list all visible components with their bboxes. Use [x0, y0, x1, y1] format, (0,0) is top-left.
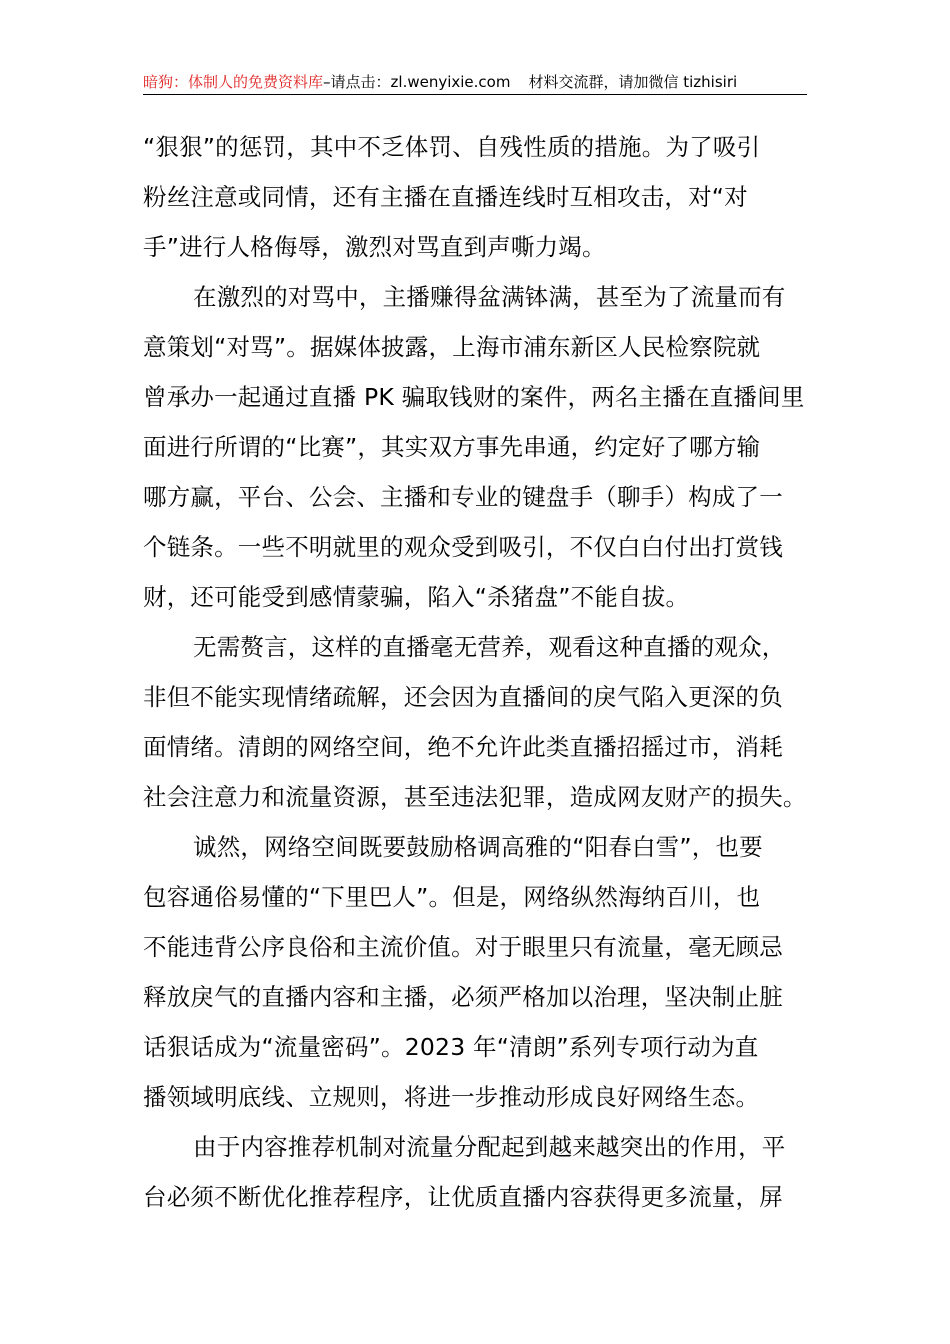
text-line: 社会注意力和流量资源，甚至违法犯罪，造成网友财产的损失。: [143, 783, 807, 811]
paragraph-start: 由于内容推荐机制对流量分配起到越来越突出的作用，平: [193, 1133, 786, 1161]
text-line: 不能违背公序良俗和主流价值。对于眼里只有流量，毫无顾忌: [143, 933, 783, 961]
header-brand: 暗狗：体制人的免费资料库: [143, 73, 324, 91]
text-line: 财，还可能受到感情蒙骗，陷入“杀猪盘”不能自拔。: [143, 583, 690, 611]
text-line: 面进行所谓的“比赛”，其实双方事先串通，约定好了哪方输: [143, 433, 761, 461]
text-line: 话狠话成为“流量密码”。2023 年“清朗”系列专项行动为直: [143, 1033, 759, 1061]
text-line: 释放戾气的直播内容和主播，必须严格加以治理，坚决制止脏: [143, 983, 783, 1011]
text-line: 包容通俗易懂的“下里巴人”。但是，网络纵然海纳百川，也: [143, 883, 761, 911]
page-header: [143, 70, 807, 95]
header-group-note: 材料交流群，请加微信 tizhisiri: [528, 73, 738, 91]
paragraph-start: 在激烈的对骂中，主播赚得盆满钵满，甚至为了流量而有: [193, 283, 786, 311]
paragraph-start: 无需赘言，这样的直播毫无营养，观看这种直播的观众，: [193, 633, 786, 661]
paragraph-start: 诚然，网络空间既要鼓励格调高雅的“阳春白雪”，也要: [193, 833, 763, 861]
header-link[interactable]: zl.wenyixie.com: [390, 73, 511, 91]
text-line: 粉丝注意或同情，还有主播在直播连线时互相攻击，对“对: [143, 183, 748, 211]
text-line: 手”进行人格侮辱，激烈对骂直到声嘶力竭。: [143, 233, 606, 261]
article-body: [143, 122, 807, 1222]
text-line: 曾承办一起通过直播 PK 骗取钱财的案件，两名主播在直播间里: [143, 383, 805, 411]
text-line: “狠狠”的惩罚，其中不乏体罚、自残性质的措施。为了吸引: [143, 133, 761, 161]
text-line: 意策划“对骂”。据媒体披露，上海市浦东新区人民检察院就: [143, 333, 761, 361]
text-line: 个链条。一些不明就里的观众受到吸引，不仅白白付出打赏钱: [143, 533, 783, 561]
text-line: 台必须不断优化推荐程序，让优质直播内容获得更多流量，屏: [143, 1183, 783, 1211]
text-line: 面情绪。清朗的网络空间，绝不允许此类直播招摇过市，消耗: [143, 733, 783, 761]
text-line: 播领域明底线、立规则，将进一步推动形成良好网络生态。: [143, 1083, 760, 1111]
text-line: 非但不能实现情绪疏解，还会因为直播间的戾气陷入更深的负: [143, 683, 783, 711]
header-link-prefix: –请点击：: [323, 73, 391, 91]
text-line: 哪方赢，平台、公会、主播和专业的键盘手（聊手）构成了一: [143, 483, 783, 511]
